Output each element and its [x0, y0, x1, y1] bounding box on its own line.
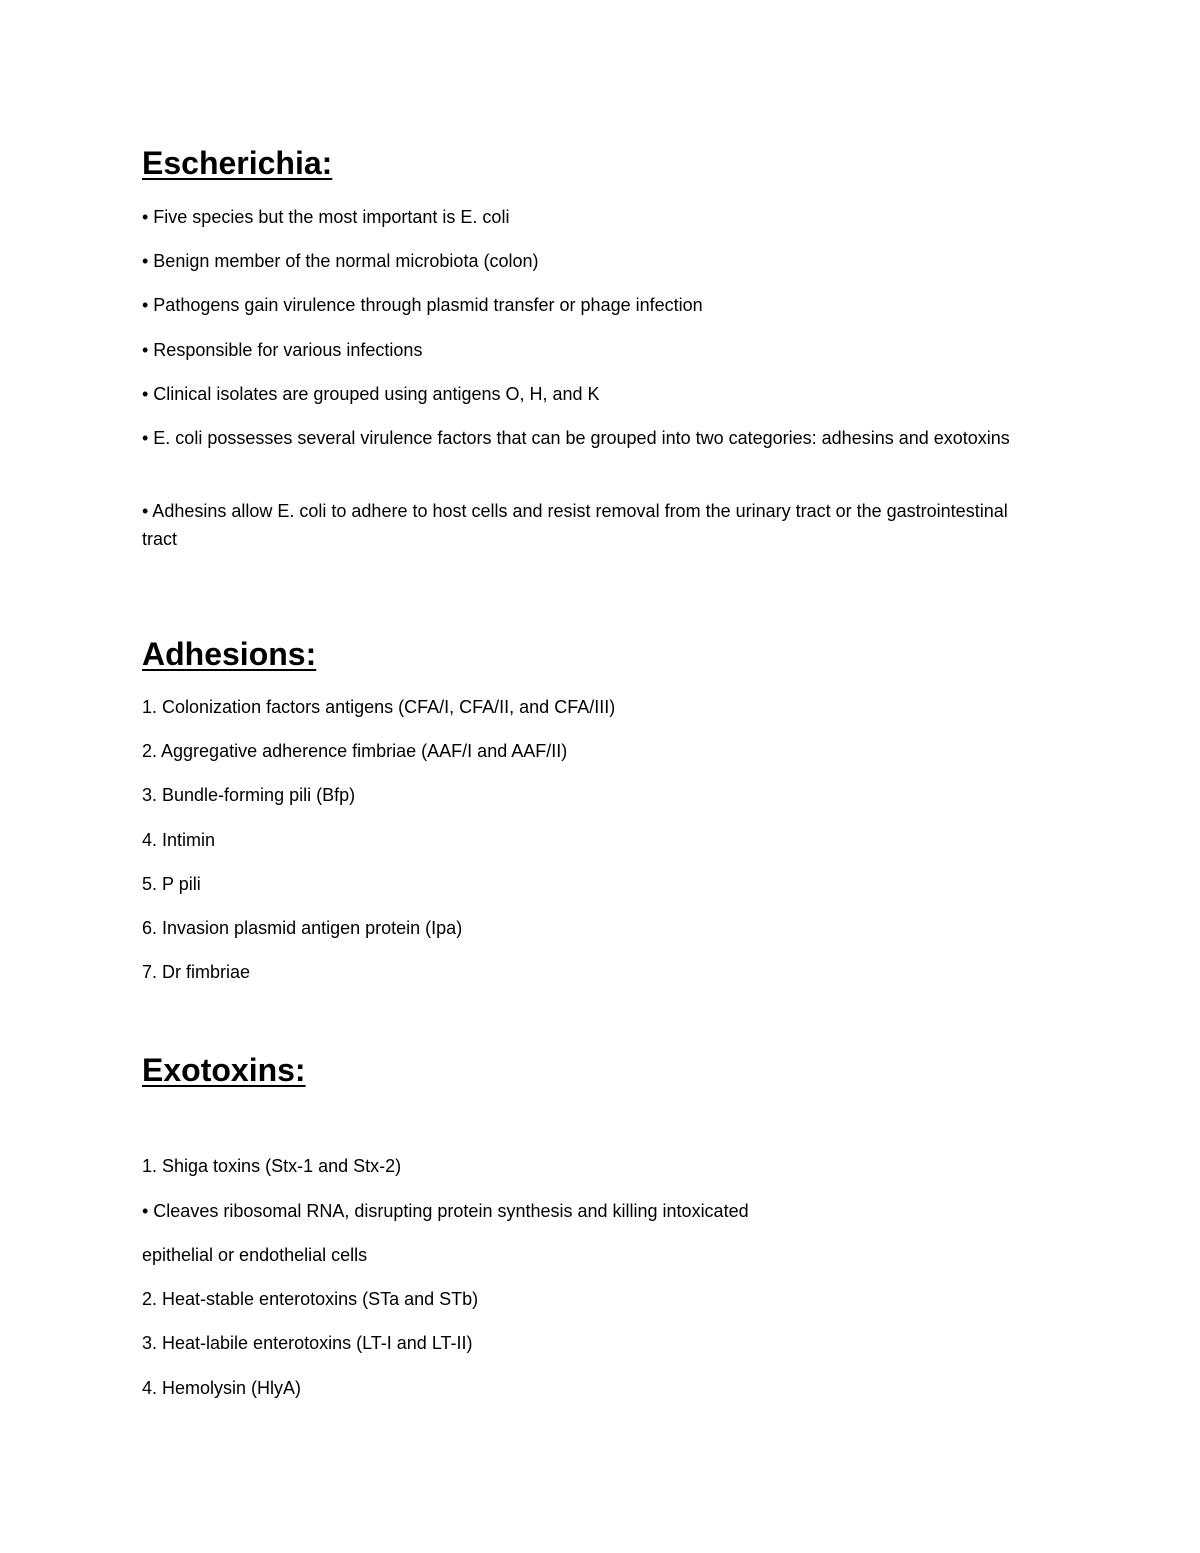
list-item: • E. coli possesses several virulence factors that can be grouped into two categories: adhesins and exotoxins	[142, 428, 1010, 448]
list-item: • Five species but the most important is E. coli	[142, 207, 510, 227]
list-item: • Responsible for various infections	[142, 340, 423, 360]
list-item: • Adhesins allow E. coli to adhere to host cells and resist removal from the urinary tract or the gastrointestinal tract	[142, 501, 1008, 549]
section-heading-escherichia: Escherichia:	[142, 145, 333, 181]
list-item: • Pathogens gain virulence through plasmid transfer or phage infection	[142, 295, 703, 315]
list-item: 1. Colonization factors antigens (CFA/I, CFA/II, and CFA/III)	[142, 697, 616, 717]
list-item: epithelial or endothelial cells	[142, 1245, 368, 1265]
list-item: 6. Invasion plasmid antigen protein (Ipa)	[142, 918, 463, 938]
list-item: 2. Heat-stable enterotoxins (STa and STb)	[142, 1289, 479, 1309]
list-item: 5. P pili	[142, 874, 201, 894]
list-item: • Benign member of the normal microbiota (colon)	[142, 251, 539, 271]
list-item: • Clinical isolates are grouped using antigens O, H, and K	[142, 384, 600, 404]
list-item: 7. Dr fimbriae	[142, 962, 251, 982]
list-item: 1. Shiga toxins (Stx-1 and Stx-2)	[142, 1156, 402, 1176]
section-heading-adhesions: Adhesions:	[142, 636, 317, 672]
list-item: 4. Intimin	[142, 830, 216, 850]
list-item: 3. Bundle-forming pili (Bfp)	[142, 785, 356, 805]
list-item: 3. Heat-labile enterotoxins (LT-I and LT-II)	[142, 1333, 473, 1353]
list-item: 2. Aggregative adherence fimbriae (AAF/I and AAF/II)	[142, 741, 568, 761]
list-item: 4. Hemolysin (HlyA)	[142, 1378, 302, 1398]
section-heading-exotoxins: Exotoxins:	[142, 1052, 306, 1088]
list-item: • Cleaves ribosomal RNA, disrupting protein synthesis and killing intoxicated	[142, 1201, 749, 1221]
